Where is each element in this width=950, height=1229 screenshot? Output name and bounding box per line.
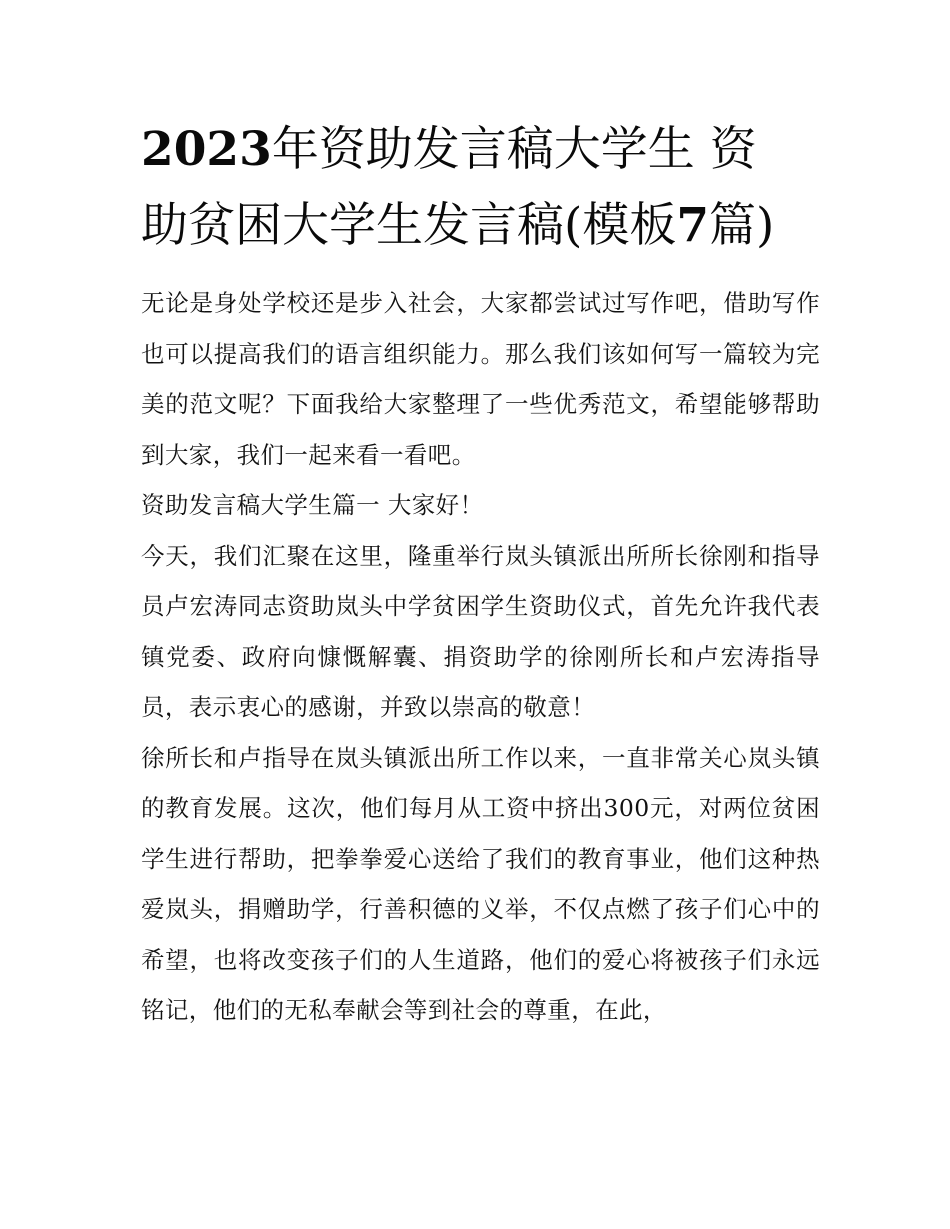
title-count: 7 xyxy=(676,198,710,253)
title-suffix: 篇) xyxy=(709,198,775,253)
body-paragraph: 徐所长和卢指导在岚头镇派出所工作以来，一直非常关心岚头镇的教育发展。这次，他们每月从工资中挤出300元，对两位贫困学生进行帮助，把拳拳爱心送给了我们的教育事业，他们这种热爱岚头，捐赠助学，行善积德的义举，不仅点燃了孩子们心中的希望，也将改变孩子们的人生道路，他们的爱心将被孩子们永远铭记，他们的无私奉献会等到社会的尊重，在此， xyxy=(141,743,820,1024)
title-main: 年资助发言稿大学生 资助贫困大学生发言稿(模板 xyxy=(141,122,757,253)
document-body xyxy=(141,278,820,1036)
title-year: 2023 xyxy=(141,122,272,177)
section-heading: 资助发言稿大学生篇一 大家好！ xyxy=(141,491,484,519)
body-paragraph: 今天，我们汇聚在这里，隆重举行岚头镇派出所所长徐刚和指导员卢宏涛同志资助岚头中学贫困学生资助仪式，首先允许我代表镇党委、政府向慷慨解囊、捐资助学的徐刚所长和卢宏涛指导员，表示衷心的感谢，并致以崇高的敬意！ xyxy=(141,541,820,721)
intro-paragraph: 无论是身处学校还是步入社会，大家都尝试过写作吧，借助写作也可以提高我们的语言组织能力。那么我们该如何写一篇较为完美的范文呢？下面我给大家整理了一些优秀范文，希望能够帮助到大家，我们一起来看一看吧。 xyxy=(141,289,820,469)
document-title xyxy=(141,112,781,264)
